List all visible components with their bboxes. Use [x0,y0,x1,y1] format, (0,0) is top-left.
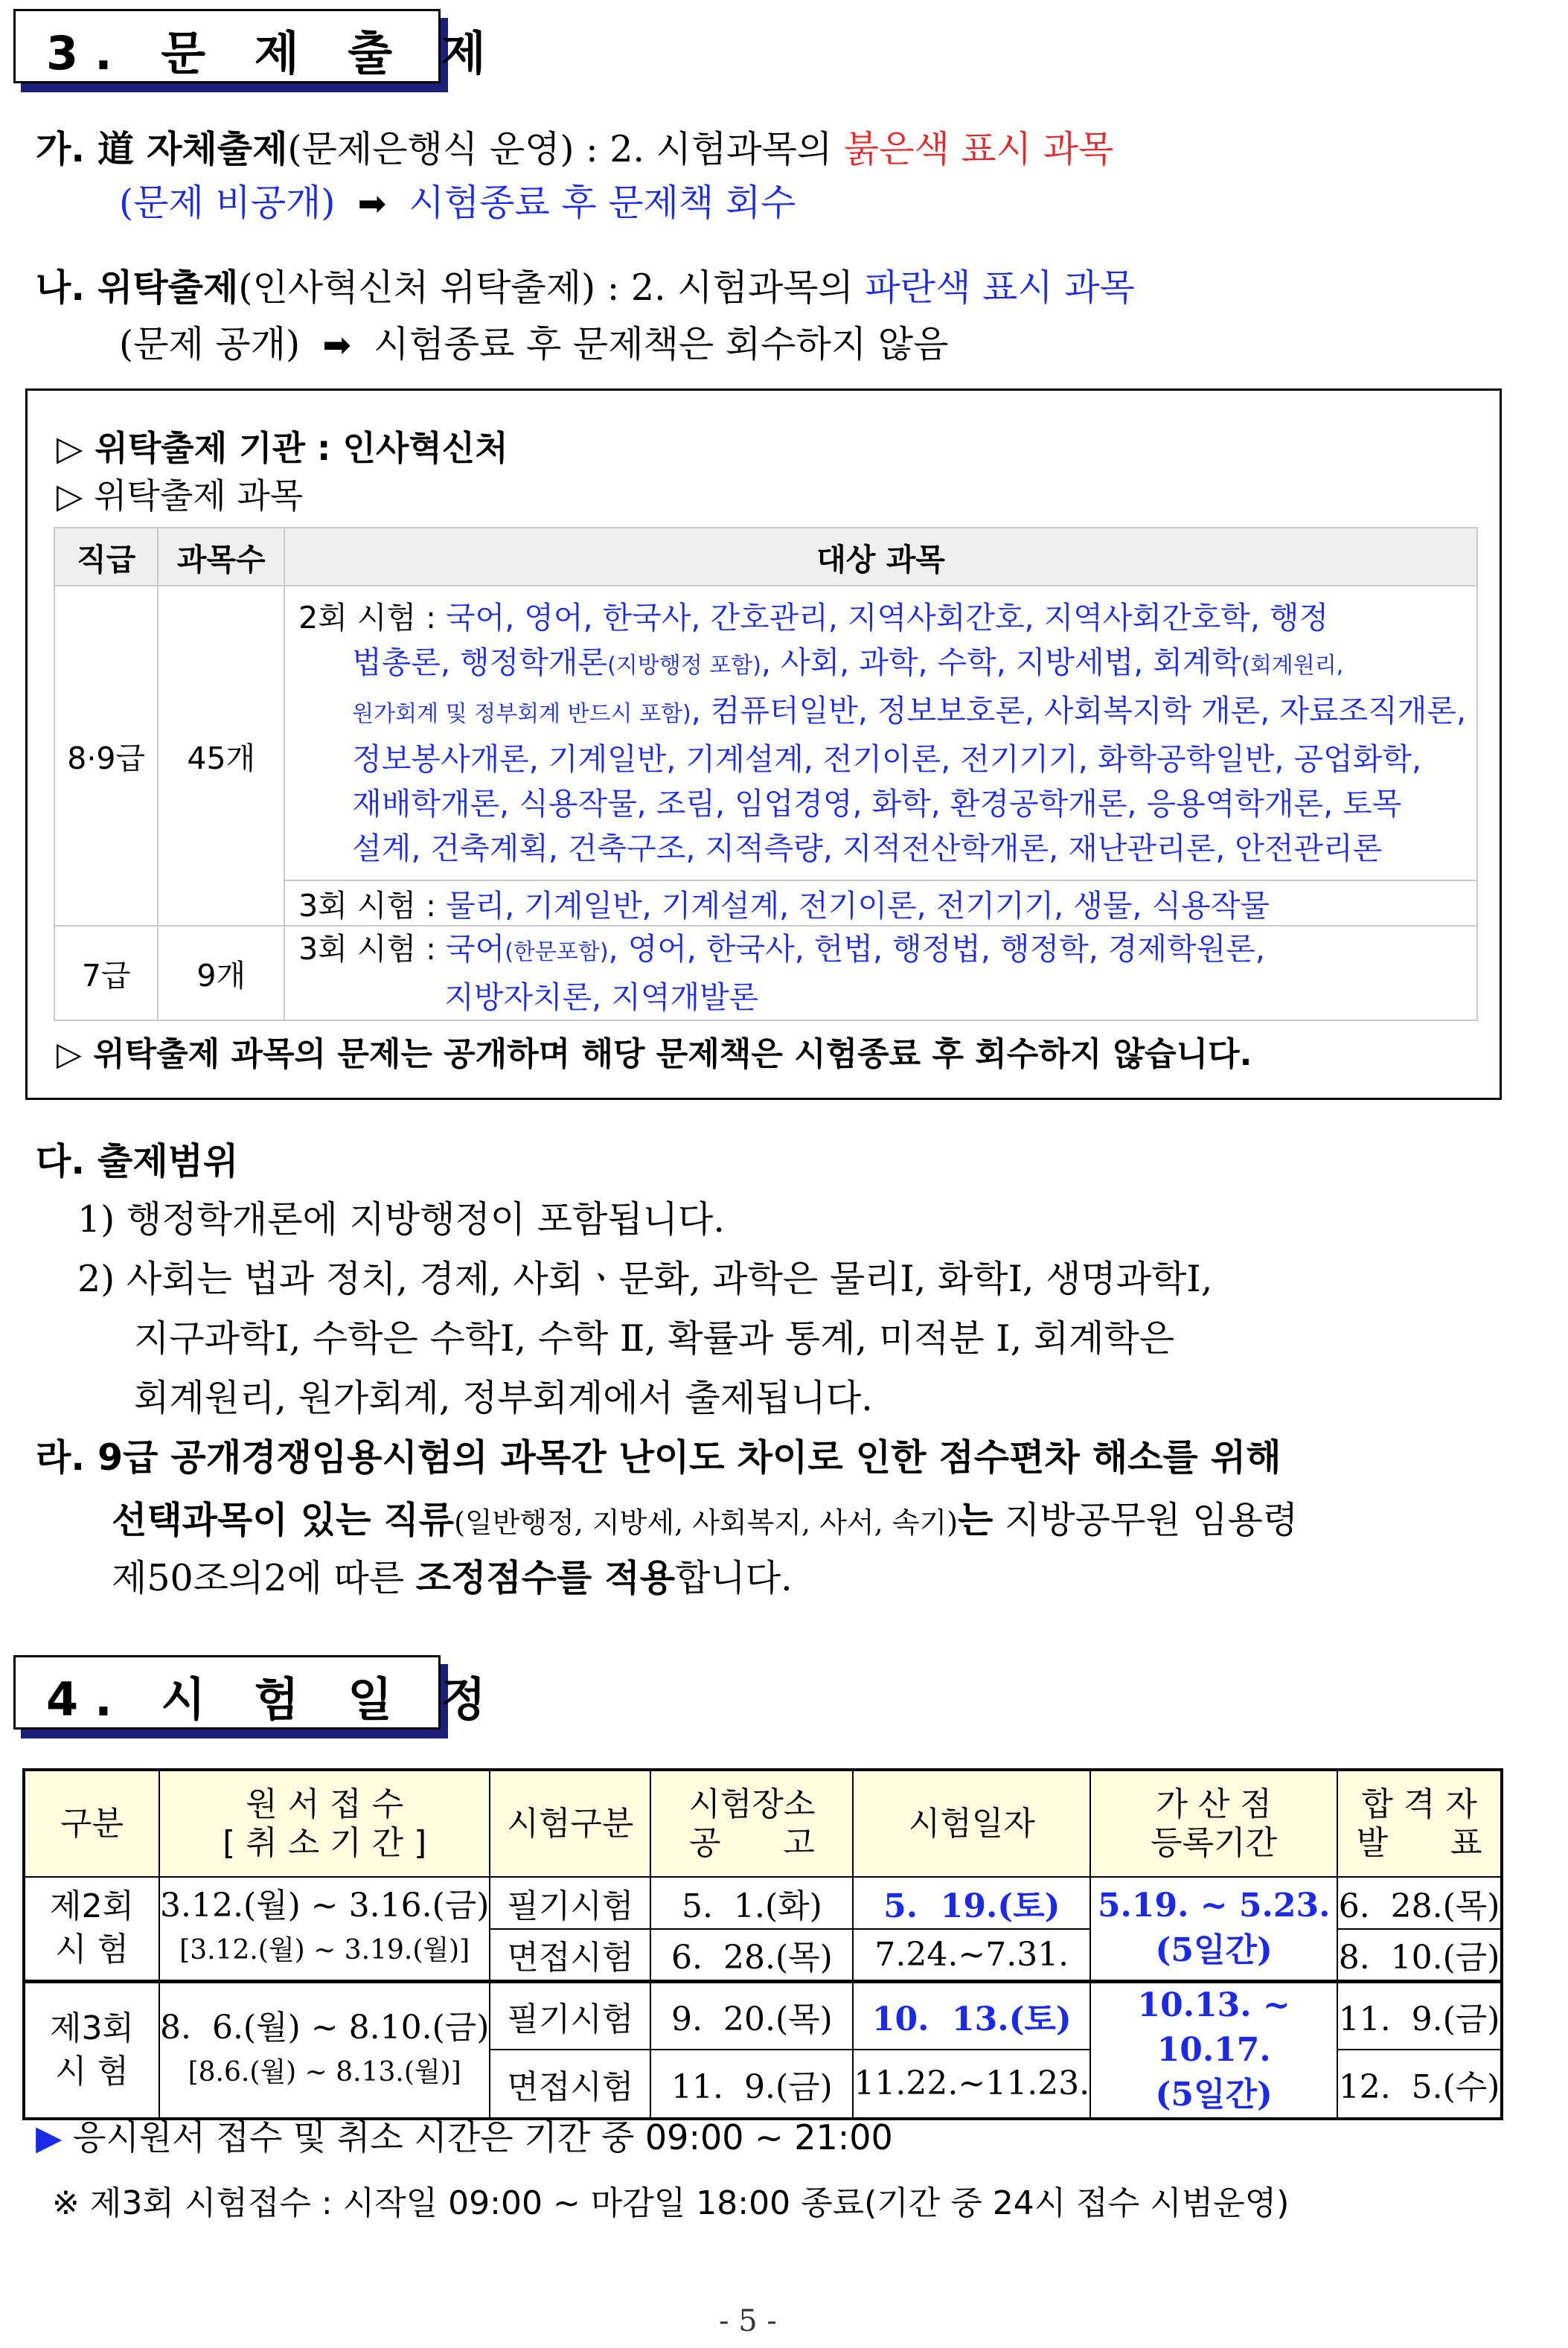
round3-date-written: 10. 13.(토) [853,1981,1090,2050]
round3-name: 제3회 시 험 [24,1981,159,2119]
round3-subjects: 3회 시험 : 물리, 기계일반, 기계설계, 전기이론, 전기기기, 생물, 식용작물 [284,880,1477,926]
hdr-apply: 원 서 접 수 [ 취 소 기 간 ] [159,1770,490,1877]
round2-date-written: 5. 19.(토) [853,1877,1090,1929]
na-label: 나. 위탁출제 [36,266,239,309]
na-line2-paren: (문제 공개) [119,323,301,365]
grade7-subjects: 3회 시험 : 국어(한문포함), 영어, 한국사, 헌법, 행정법, 행정학, 경제학원론, 지방자치론, 지역개발론 [284,926,1477,1020]
round3-place-interview: 11. 9.(금) [650,2050,853,2118]
na-line2-rest: 시험종료 후 문제책은 회수하지 않음 [374,323,949,365]
schedule-note1: ▶ 응시원서 접수 및 취소 시간은 기간 중 09:00 ~ 21:00 [36,2117,893,2157]
da-label: 다. 출제범위 [36,1140,239,1183]
round3-date-interview: 11.22.~11.23. [853,2050,1090,2118]
count-7: 9개 [158,926,284,1020]
hdr-date: 시험일자 [853,1770,1090,1877]
hdr-result: 합 격 자 발 표 [1337,1770,1502,1877]
section3-title: 3. 문 제 출 제 [46,26,502,80]
round2-result-written: 6. 28.(목) [1337,1877,1502,1929]
grade-89: 8·9급 [54,586,158,926]
round3-written: 필기시험 [490,1981,650,2050]
ga-label: 가. 道 자체출제 [36,128,288,170]
da-item1: 1) 행정학개론에 지방행정이 포함됩니다. [77,1198,725,1241]
hdr-gubun: 구분 [24,1770,159,1877]
ga-highlight: 붉은색 표시 과목 [843,128,1114,170]
round2-date-interview: 7.24.~7.31. [853,1929,1090,1981]
round2-written: 필기시험 [490,1877,650,1929]
na-highlight: 파란색 표시 과목 [865,266,1135,309]
round2-subjects: 2회 시험 : 국어, 영어, 한국사, 간호관리, 지역사회간호, 지역사회간호학, 행정 법총론, 행정학개론(지방행정 포함), 사회, 과학, 수학, 지방세법, 회계학(회계원리, 원가회계 및 정부회계 반드시 포함), 컴퓨터일반, 정보보호론, 사회복지학 개론, 자료조직개론, 정보봉사개론, 기계일반, 기계설계, 전기이론, 전기기기, 화학공학일반, 공업화학, 재배학개론, 식용작물, 조림, 임업경영, 화학, 환경공학개론, 응용역학개론, 토목 설계, 건축계획, 건축구조, 지적측량, 지적전산학개론, 재난관리론, 안전관리론 [284,586,1477,880]
na-line2 [119,316,948,368]
schedule-note2: ※ 제3회 시험접수 : 시작일 09:00 ~ 마감일 18:00 종료(기간 중 24시 접수 시범운영) [52,2184,1290,2222]
ga-line2 [119,174,796,226]
round2-place-written: 5. 1.(화) [650,1877,853,1929]
header-count: 과목수 [158,528,284,586]
round3-bonus: 10.13. ~ 10.17. (5일간) [1090,1981,1337,2119]
ga-rest: : 2. 시험과목의 [574,128,844,170]
count-89: 45개 [158,586,284,926]
hdr-bonus: 가 산 점 등록기간 [1090,1770,1337,1877]
ga-line1 [36,121,1113,173]
round2-result-interview: 8. 10.(금) [1337,1929,1502,1981]
round3-place-written: 9. 20.(목) [650,1981,853,2050]
round2-apply: 3.12.(월) ~ 3.16.(금) [3.12.(월) ~ 3.19.(월)] [159,1877,490,1981]
round3-result-written: 11. 9.(금) [1337,1981,1502,2050]
da-item2-line2: 지구과학Ⅰ, 수학은 수학Ⅰ, 수학 Ⅱ, 확률과 통계, 미적분 Ⅰ, 회계학은 [134,1317,1175,1360]
page-number: - 5 - [719,2304,777,2338]
grade-7: 7급 [54,926,158,1020]
round2-name: 제2회 시 험 [24,1877,159,1981]
round3-apply: 8. 6.(월) ~ 8.10.(금) [8.6.(월) ~ 8.13.(월)] [159,1981,490,2119]
consigned-subjects-table [54,527,1478,1021]
na-rest: : 2. 시험과목의 [595,266,865,309]
hdr-place: 시험장소 공 고 [650,1770,853,1877]
da-item2-line1: 2) 사회는 법과 정치, 경제, 사회ㆍ문화, 과학은 물리Ⅰ, 화학Ⅰ, 생명과학Ⅰ, [77,1258,1213,1300]
ra-line3: 제50조의2에 따른 조정점수를 적용합니다. [112,1557,793,1599]
round2-bonus: 5.19. ~ 5.23. (5일간) [1090,1877,1337,1981]
agency-line: ▷ 위탁출제 기관 : 인사혁신처 [57,428,508,468]
header-subjects: 대상 과목 [284,528,1477,586]
na-line1 [36,259,1135,311]
ga-paren: (문제은행식 운영) [287,128,575,170]
exam-schedule-table [22,1768,1503,2120]
ga-line2-rest: 시험종료 후 문제책 회수 [409,182,796,224]
ra-line1: 라. 9급 공개경쟁임용시험의 과목간 난이도 차이로 인한 점수편차 해소를 위해 [36,1436,1281,1479]
section4-title: 4. 시 험 일 정 [46,1672,502,1727]
da-item2-line3: 회계원리, 원가회계, 정부회계에서 출제됩니다. [134,1377,873,1419]
round2-place-interview: 6. 28.(목) [650,1929,853,1981]
subjects-title: ▷ 위탁출제 과목 [57,476,304,516]
round3-interview: 면접시험 [490,2050,650,2118]
hdr-type: 시험구분 [490,1770,650,1877]
right-arrow-icon: ➡ [311,324,362,365]
header-grade: 직급 [54,528,158,586]
round3-result-interview: 12. 5.(수) [1337,2050,1502,2118]
round2-interview: 면접시험 [490,1929,650,1981]
pointer-triangle-icon: ▶ [36,2117,63,2157]
ra-line2: 선택과목이 있는 직류(일반행정, 지방세, 사회복지, 사서, 속기)는 지방공무원 임용령 [112,1499,1299,1541]
box-note: ▷ 위탁출제 과목의 문제는 공개하며 해당 문제책은 시험종료 후 회수하지 않습니다. [57,1035,1252,1073]
ga-line2-paren: (문제 비공개) [119,182,336,224]
right-arrow-icon: ➡ [347,183,397,223]
na-paren: (인사혁신처 위탁출제) [238,266,596,309]
